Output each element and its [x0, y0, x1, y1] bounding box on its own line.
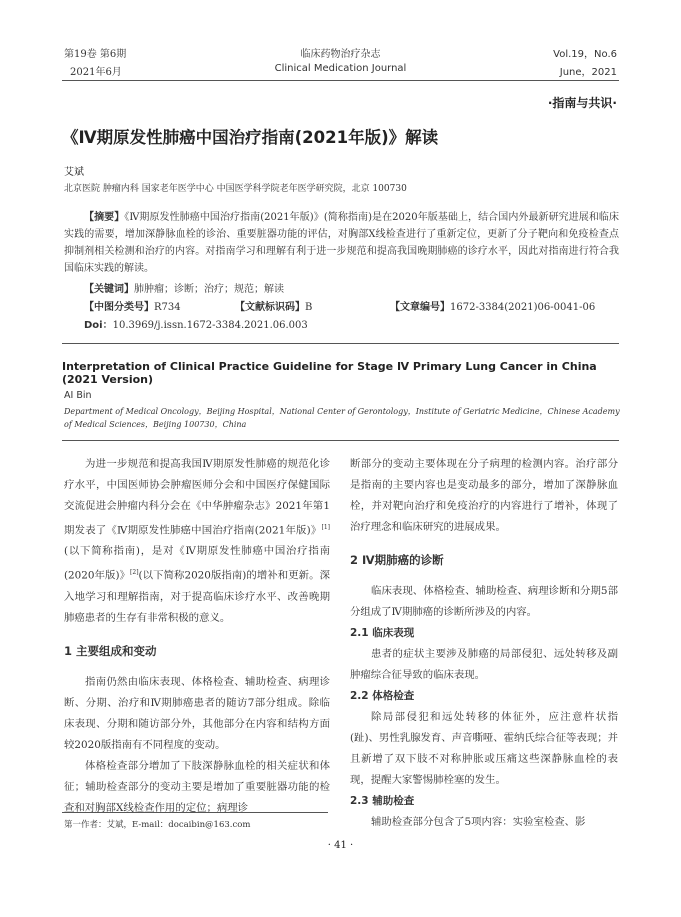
keywords-text: 肺肿瘤；诊断；治疗；规范；解读	[134, 284, 284, 295]
paragraph: 为进一步规范和提高我国Ⅳ期原发性肺癌的规范化诊疗水平，中国医师协会肿瘤医师分会和中国医疗保健国际交流促进会肿瘤内科分会在《中华肿瘤杂志》2021年第1期发表了《Ⅳ期原发性肺癌中国治疗指南(2021年版)》[1](以下简称指南)，是对《Ⅳ期原发性肺癌中国治疗指南(2020年版)》[2](以下简称2020版指南)的增补和更新。深入地学习和理解指南，对于提高临床诊疗水平、改善晚期肺癌患者的生存有非常积极的意义。	[64, 458, 330, 624]
paragraph: 临床表现、体格检查、辅助检查、病理诊断和分期5部分组成了Ⅳ期肺癌的诊断所涉及的内容。	[350, 585, 618, 618]
section-tag: ·指南与共识·	[547, 96, 617, 110]
english-rule	[62, 440, 619, 441]
abstract-rule	[62, 343, 619, 344]
english-author: AI Bin	[64, 390, 92, 401]
section-heading-1: 1 主要组成和变动	[64, 643, 157, 658]
paragraph: 辅助检查部分包含了5项内容：实验室检查、影	[371, 816, 586, 828]
page-number: · 41 ·	[327, 840, 354, 851]
author: 艾斌	[64, 167, 84, 178]
section-heading-2: 2 Ⅳ期肺癌的诊断	[350, 553, 444, 567]
header-volume-cn: 第19卷 第6期	[64, 49, 127, 60]
english-title: Interpretation of Clinical Practice Guideline for Stage Ⅳ Primary Lung Cancer in China (2021 Version)	[62, 360, 597, 386]
right-column	[350, 454, 618, 833]
doi: Doi：10.3969/j.issn.1672-3384.2021.06.003	[84, 320, 308, 331]
footnote: 第一作者：艾斌，E-mail：docaibin@163.com	[64, 820, 251, 830]
paragraph: 患者的症状主要涉及肺癌的局部侵犯、远处转移及副肿瘤综合征导致的临床表现。	[350, 648, 618, 681]
affiliation: 北京医院 肿瘤内科 国家老年医学中心 中国医学科学院老年医学研究院，北京 100730	[64, 184, 407, 194]
subsection-heading-2-2: 2.2 体格检查	[350, 690, 415, 702]
subsection-heading-2-3: 2.3 辅助检查	[350, 795, 415, 807]
header-volume-en: Vol.19，No.6	[553, 49, 617, 60]
citation-2: [2]	[130, 569, 139, 577]
article-title: 《Ⅳ期原发性肺癌中国治疗指南(2021年版)》解读	[62, 128, 439, 147]
subsection-heading-2-1: 2.1 临床表现	[350, 627, 415, 639]
footnote-rule	[62, 812, 328, 813]
paragraph: 断部分的变动主要体现在分子病理的检测内容。治疗部分是指南的主要内容也是变动最多的部分，增加了深静脉血栓，并对靶向治疗和免疫治疗的内容进行了增补，体现了治疗理念和临床研究的进展成果。	[350, 458, 618, 533]
paragraph: 指南仍然由临床表现、体格检查、辅助检查、病理诊断、分期、治疗和Ⅳ期肺癌患者的随访7部分组成。除临床表现、分期和随访部分外，其他部分在内容和结构方面较2020版指南有不同程度的变动。	[64, 675, 330, 751]
class-number: 【中图分类号】R734	[84, 302, 181, 313]
citation-1: [1]	[321, 524, 330, 531]
header-date-en: June，2021	[559, 67, 617, 78]
english-affiliation: Department of Medical Oncology，Beijing Hospital，National Center of Gerontology，Institute of Geriatric Medicine，Chinese Academy of Medical Sciences，Beijing 100730，China	[64, 407, 620, 429]
abstract	[64, 209, 619, 277]
header-rule	[62, 80, 619, 81]
keywords	[84, 281, 284, 298]
header-date-cn: 2021年6月	[70, 67, 122, 78]
document-code: 【文献标识码】B	[235, 302, 313, 313]
left-column	[64, 454, 330, 819]
header-journal-cn: 临床药物治疗杂志	[300, 49, 381, 60]
abstract-label: 【摘要】	[84, 212, 125, 223]
header-journal-en: Clinical Medication Journal	[274, 63, 407, 74]
paragraph: 除局部侵犯和远处转移的体征外，应注意杵状指(趾)、男性乳腺发育、声音嘶哑、霍纳氏综合征等表现；并且新增了双下肢不对称肿胀或压痛这些深静脉血栓的表现，提醒大家警惕肺栓塞的发生。	[350, 711, 618, 786]
article-number: 【文章编号】1672-3384(2021)06-0041-06	[390, 302, 596, 313]
abstract-text: 《Ⅳ期原发性肺癌中国治疗指南(2021年版)》(简称指南)是在2020年版基础上，结合国内外最新研究进展和临床实践的需要，增加深静脉血栓的诊治、重要脏器功能的评估，对胸部X线检查进行了重新定位，更新了分子靶向和免疫检查点抑制剂相关检测和治疗的内容。对指南学习和理解有利于进一步规范和提高我国晚期肺癌的诊疗水平，因此对指南进行符合我国临床实践的解读。	[64, 212, 620, 274]
keywords-label: 【关键词】	[84, 284, 134, 295]
paragraph: 体格检查部分增加了下肢深静脉血栓的相关症状和体征；辅助检查部分的变动主要是增加了重要脏器功能的检查和对胸部X线检查作用的定位；病理诊	[64, 759, 330, 814]
